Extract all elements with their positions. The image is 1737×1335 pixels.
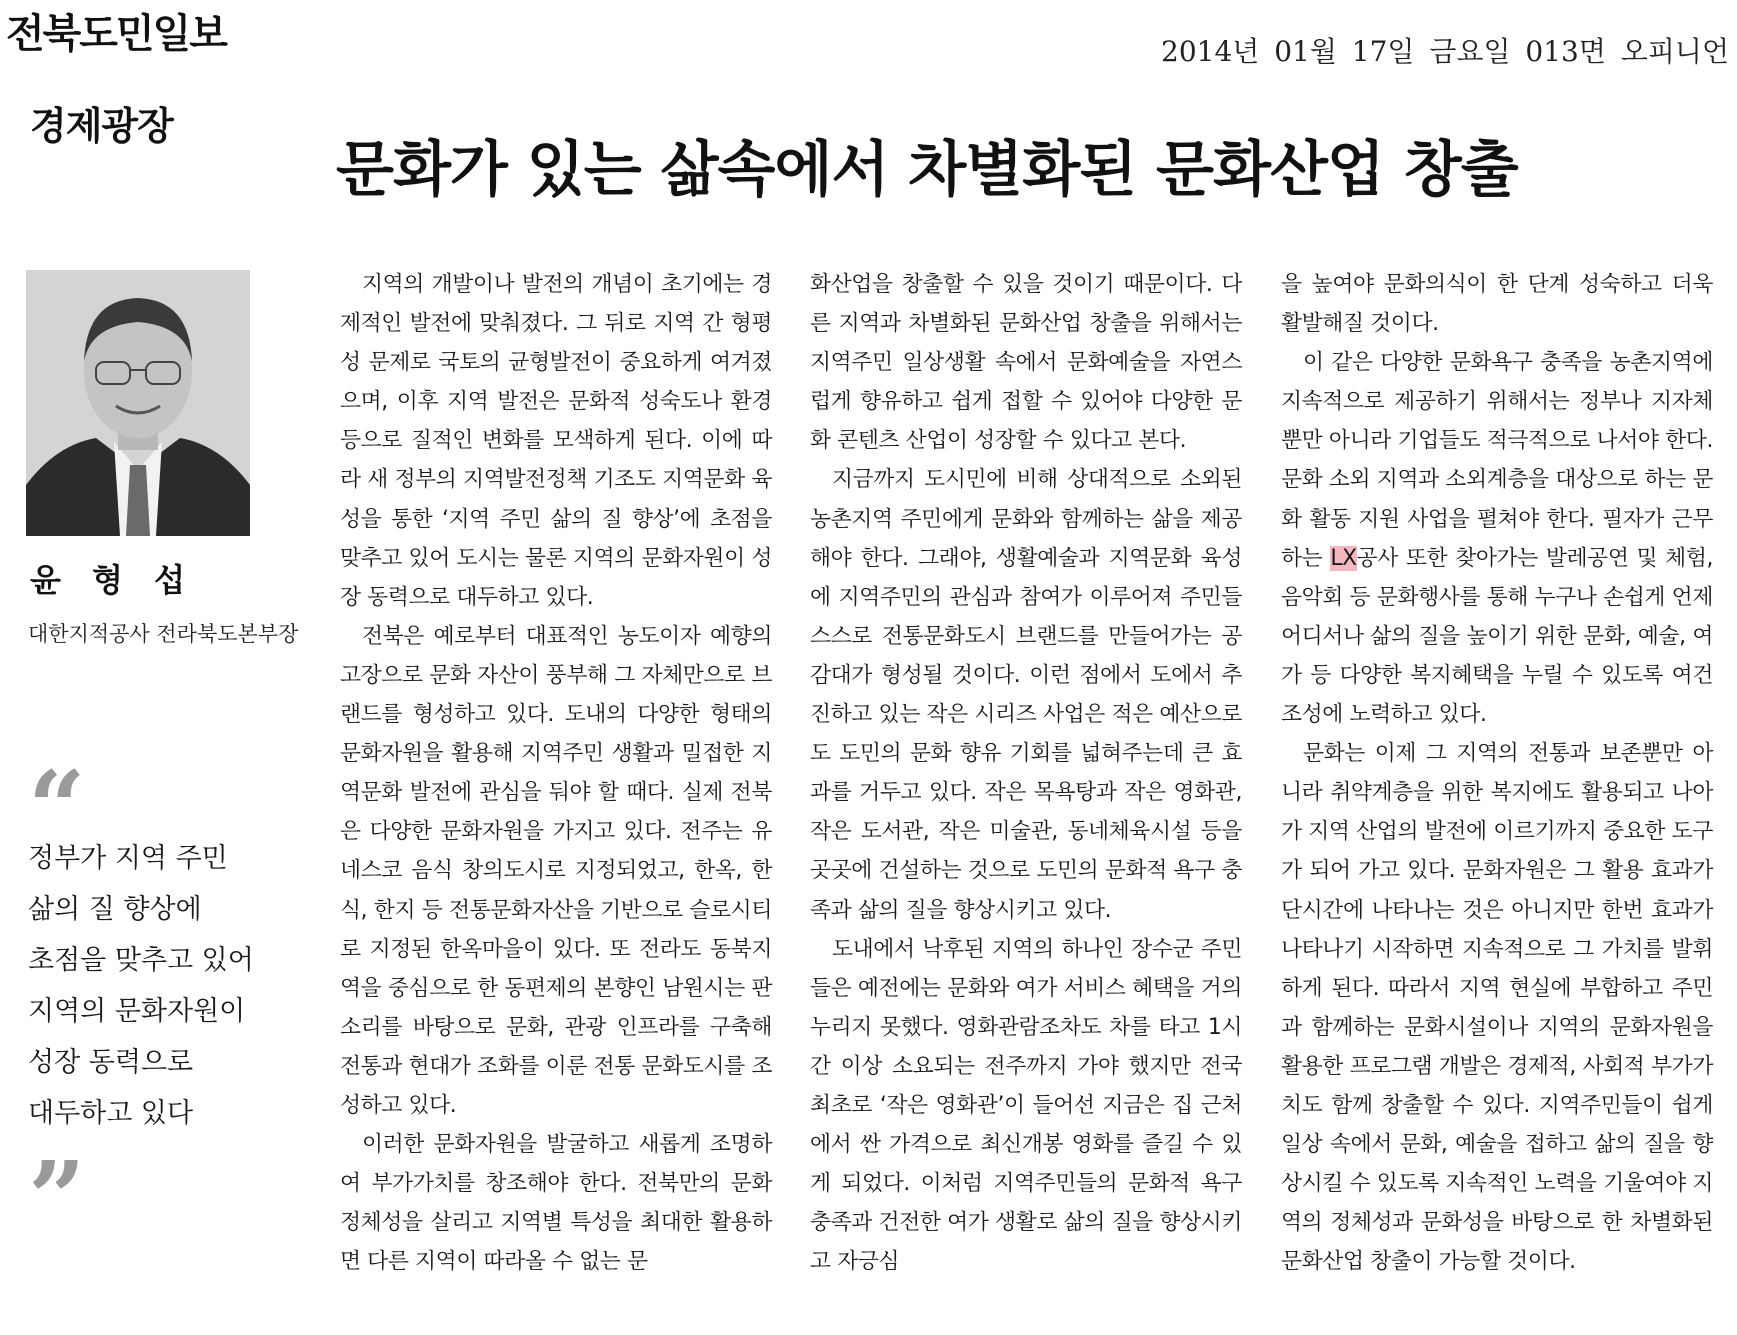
author-title: 대한지적공사 전라북도본부장 <box>28 622 299 646</box>
paragraph: 화산업을 창출할 수 있을 것이기 때문이다. 다른 지역과 차별화된 문화산업 창출을 위해서는 지역주민 일상생활 속에서 문화예술을 자연스럽게 향유하고 쉽게 접할 수 있어야 다양한 문화 콘텐츠 산업이 성장할 수 있다고 본다. <box>810 272 1242 454</box>
paragraph: 이러한 문화자원을 발굴하고 새롭게 조명하여 부가가치를 창조해야 한다. 전북만의 문화 정체성을 살리고 지역별 특성을 최대한 활용하면 다른 지역이 따라올 수 없는 문 <box>340 1132 772 1275</box>
close-quote-icon: ” <box>28 1139 86 1257</box>
paragraph: 전북은 예로부터 대표적인 농도이자 예향의 고장으로 문화 자산이 풍부해 그 자체만으로 브랜드를 형성하고 있다. 도내의 다양한 형태의 문화자원을 활용해 지역주민 생활과 밀접한 지역문화 발전에 관심을 둬야 할 때다. 실제 전북은 다양한 문화자원을 가지고 있다. 전주는 유네스코 음식 창의도시로 지정되었고, 한옥, 한식, 한지 등 전통문화자산을 기반으로 슬로시티로 지정된 한옥마을이 있다. 또 전라도 동북지역을 중심으로 한 동편제의 본향인 남원시는 판소리를 바탕으로 문화, 관광 인프라를 구축해 전통과 현대가 조화를 이룬 전통 문화도시를 조성하고 있다. <box>340 623 772 1118</box>
newspaper-masthead: 전북도민일보 <box>6 11 226 57</box>
paragraph: 을 높여야 문화의식이 한 단계 성숙하고 더욱 활발해질 것이다. <box>1281 272 1713 337</box>
highlighted-text: LX <box>1330 545 1357 571</box>
author-name: 윤 형 섭 <box>30 561 196 599</box>
paragraph-text: 이 같은 다양한 문화욕구 충족을 농촌지역에 지속적으로 제공하기 위해서는 정부나 지자체뿐만 아니라 기업들도 적극적으로 나서야 한다. 문화 소외 지역과 소외계층을 대상으로 하는 문화 활동 지원 사업을 펼쳐야 한다. 필자가 근무하는 <box>1281 350 1713 571</box>
publication-dateline: 2014년 01월 17일 금요일 013면 오피니언 <box>1161 35 1729 68</box>
article-column-3 <box>1281 265 1713 1281</box>
article-column-2 <box>810 265 1242 1281</box>
pull-quote: 정부가 지역 주민 삶의 질 향상에 초점을 맞추고 있어 지역의 문화자원이 성장 동력으로 대두하고 있다 <box>28 843 254 1129</box>
open-quote-icon: “ <box>28 749 86 867</box>
paragraph <box>1281 343 1713 734</box>
paragraph: 지역의 개발이나 발전의 개념이 초기에는 경제적인 발전에 맞춰졌다. 그 뒤로 지역 간 형평성 문제로 국토의 균형발전이 중요하게 여겨졌으며, 이후 지역 발전은 문화적 성숙도나 환경 등으로 질적인 변화를 모색하게 된다. 이에 따라 새 정부의 지역발전정책 기조도 지역문화 육성을 통한 ‘지역 주민 삶의 질 향상’에 초점을 맞추고 있어 도시는 물론 지역의 문화자원이 성장 동력으로 대두하고 있다. <box>340 272 772 610</box>
section-title: 경제광장 <box>30 104 173 148</box>
paragraph: 문화는 이제 그 지역의 전통과 보존뿐만 아니라 취약계층을 위한 복지에도 활용되고 나아가 지역 산업의 발전에 이르기까지 중요한 도구가 되어 가고 있다. 문화자원은 그 활용 효과가 단시간에 나타나는 것은 아니지만 한번 효과가 나타나기 시작하면 지속적으로 그 가치를 발휘하게 된다. 따라서 지역 현실에 부합하고 주민과 함께하는 문화시설이나 지역의 문화자원을 활용한 프로그램 개발은 경제적, 사회적 부가가치도 함께 창출할 수 있다. 지역주민들이 쉽게 일상 속에서 문화, 예술을 접하고 삶의 질을 향상시킬 수 있도록 지속적인 노력을 기울여야 지역의 정체성과 문화성을 바탕으로 한 차별화된 문화산업 창출이 가능할 것이다. <box>1281 741 1713 1275</box>
article-headline: 문화가 있는 삶속에서 차별화된 문화산업 창출 <box>336 135 1518 205</box>
paragraph: 지금까지 도시민에 비해 상대적으로 소외된 농촌지역 주민에게 문화와 함께하는 삶을 제공해야 한다. 그래야, 생활예술과 지역문화 육성에 지역주민의 관심과 참여가 이루어져 주민들 스스로 전통문화도시 브랜드를 만들어가는 공감대가 형성될 것이다. 이런 점에서 도에서 추진하고 있는 작은 시리즈 사업은 적은 예산으로도 도민의 문화 향유 기회를 넓혀주는데 큰 효과를 거두고 있다. 작은 목욕탕과 작은 영화관, 작은 도서관, 작은 미술관, 동네체육시설 등을 곳곳에 건설하는 것으로 도민의 문화적 욕구 충족과 삶의 질을 향상시키고 있다. <box>810 467 1242 923</box>
paragraph-text: 공사 또한 찾아가는 발레공연 및 체험, 음악회 등 문화행사를 통해 누구나 손쉽게 언제 어디서나 삶의 질을 높이기 위한 문화, 예술, 여가 등 다양한 복지혜택을 누릴 수 있도록 여건 조성에 노력하고 있다. <box>1281 545 1714 728</box>
author-photo <box>26 270 250 536</box>
author-portrait-image <box>26 270 250 536</box>
article-column-1 <box>340 265 772 1281</box>
paragraph: 도내에서 낙후된 지역의 하나인 장수군 주민들은 예전에는 문화와 여가 서비스 혜택을 거의 누리지 못했다. 영화관람조차도 차를 타고 1시간 이상 소요되는 전주까지 가야 했지만 전국 최초로 ‘작은 영화관’이 들어선 지금은 집 근처에서 싼 가격으로 최신개봉 영화를 즐길 수 있게 되었다. 이처럼 지역주민들의 문화적 욕구 충족과 건전한 여가 생활로 삶의 질을 향상시키고 자긍심 <box>810 936 1242 1275</box>
